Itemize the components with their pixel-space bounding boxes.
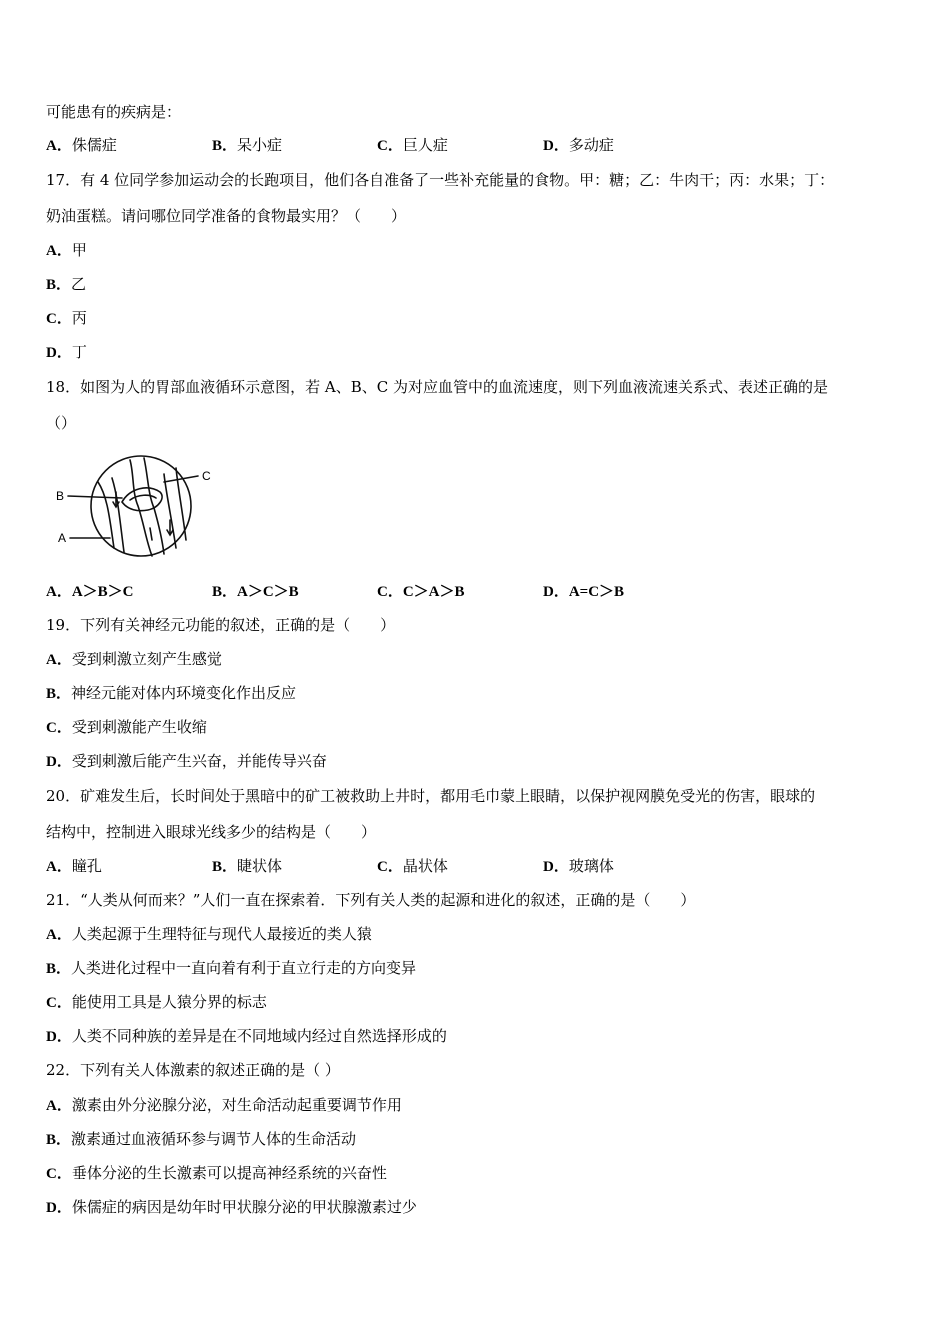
q20-option-a: A．瞳孔 bbox=[46, 857, 102, 875]
capillary-loop bbox=[122, 488, 162, 511]
stomach-circulation-figure bbox=[52, 452, 218, 562]
q21-stem: 21．“人类从何而来？”人们一直在探索着．下列有关人类的起源和进化的叙述，正确的是（ ） bbox=[46, 891, 696, 909]
label-a: A bbox=[58, 531, 67, 545]
label-c: C bbox=[202, 469, 211, 483]
q20-option-d: D．玻璃体 bbox=[543, 857, 614, 875]
label-b: B bbox=[56, 489, 65, 503]
q18-stem-line1: 18．如图为人的胃部血液循环示意图，若 A、B、C 为对应血管中的血流速度，则下列血液流速关系式、表述正确的是 bbox=[46, 378, 828, 396]
q21-option-d: D．人类不同种族的差异是在不同地域内经过自然选择形成的 bbox=[46, 1027, 447, 1045]
q19-option-c: C．受到刺激能产生收缩 bbox=[46, 718, 207, 736]
q18-option-d: D．A=C＞B bbox=[543, 584, 625, 600]
q21-option-b: B．人类进化过程中一直向着有利于直立行走的方向变异 bbox=[46, 959, 417, 977]
q17-option-a: A．甲 bbox=[46, 241, 87, 259]
leader-line-b bbox=[68, 496, 122, 498]
q17-option-c: C．丙 bbox=[46, 309, 87, 327]
arrow-center-shaft bbox=[150, 528, 152, 540]
q19-stem: 19．下列有关神经元功能的叙述，正确的是（ ） bbox=[46, 616, 396, 634]
q20-option-b: B．睫状体 bbox=[212, 857, 283, 875]
q16-option-d: D．多动症 bbox=[543, 136, 614, 154]
q18-option-b: B．A＞C＞B bbox=[212, 584, 299, 600]
q16-option-c: C．巨人症 bbox=[377, 136, 448, 154]
q19-option-d: D．受到刺激后能产生兴奋，并能传导兴奋 bbox=[46, 752, 327, 770]
q17-stem-line2: 奶油蛋糕。请问哪位同学准备的食物最实用？（ ） bbox=[46, 207, 407, 225]
vessel-wall-right-1 bbox=[164, 474, 176, 548]
q19-option-a: A．受到刺激立刻产生感觉 bbox=[46, 650, 222, 668]
q22-option-c: C．垂体分泌的生长激素可以提高神经系统的兴奋性 bbox=[46, 1164, 387, 1182]
q19-option-b: B．神经元能对体内环境变化作出反应 bbox=[46, 684, 297, 702]
q16-option-a: A．侏儒症 bbox=[46, 136, 117, 154]
q22-option-b: B．激素通过血液循环参与调节人体的生命活动 bbox=[46, 1130, 357, 1148]
q21-option-a: A．人类起源于生理特征与现代人最接近的类人猿 bbox=[46, 925, 372, 943]
vessel-wall-center-1 bbox=[130, 460, 152, 556]
q20-stem-line2: 结构中，控制进入眼球光线多少的结构是（ ） bbox=[46, 823, 377, 841]
q20-option-c: C．晶状体 bbox=[377, 857, 448, 875]
stomach-circulation-diagram bbox=[52, 452, 218, 562]
q18-option-c: C．C＞A＞B bbox=[377, 584, 465, 600]
q22-option-a: A．激素由外分泌腺分泌，对生命活动起重要调节作用 bbox=[46, 1096, 402, 1114]
q18-options bbox=[46, 581, 746, 601]
q18-option-a: A．A＞B＞C bbox=[46, 584, 134, 600]
q17-stem-line1: 17．有 4 位同学参加运动会的长跑项目，他们各自准备了一些补充能量的食物。甲：糖；乙：牛肉干；丙：水果；丁： bbox=[46, 171, 835, 189]
q16-options bbox=[46, 135, 746, 155]
capillary-inner bbox=[130, 495, 156, 500]
vessel-wall-left-inner bbox=[112, 478, 124, 552]
q16-option-b: B．呆小症 bbox=[212, 136, 283, 154]
q21-option-c: C．能使用工具是人猿分界的标志 bbox=[46, 993, 267, 1011]
q17-option-d: D．丁 bbox=[46, 343, 87, 361]
q18-stem-line2: （） bbox=[46, 414, 77, 432]
q20-stem-line1: 20．矿难发生后，长时间处于黑暗中的矿工被救助上井时，都用毛巾蒙上眼睛，以保护视网膜免受光的伤害，眼球的 bbox=[46, 787, 816, 805]
q22-stem: 22．下列有关人体激素的叙述正确的是（ ） bbox=[46, 1061, 340, 1079]
q22-option-d: D．侏儒症的病因是幼年时甲状腺分泌的甲状腺激素过少 bbox=[46, 1198, 417, 1216]
q16-tail-text: 可能患有的疾病是： bbox=[46, 103, 182, 121]
q17-option-b: B．乙 bbox=[46, 275, 87, 293]
q20-options bbox=[46, 856, 746, 876]
